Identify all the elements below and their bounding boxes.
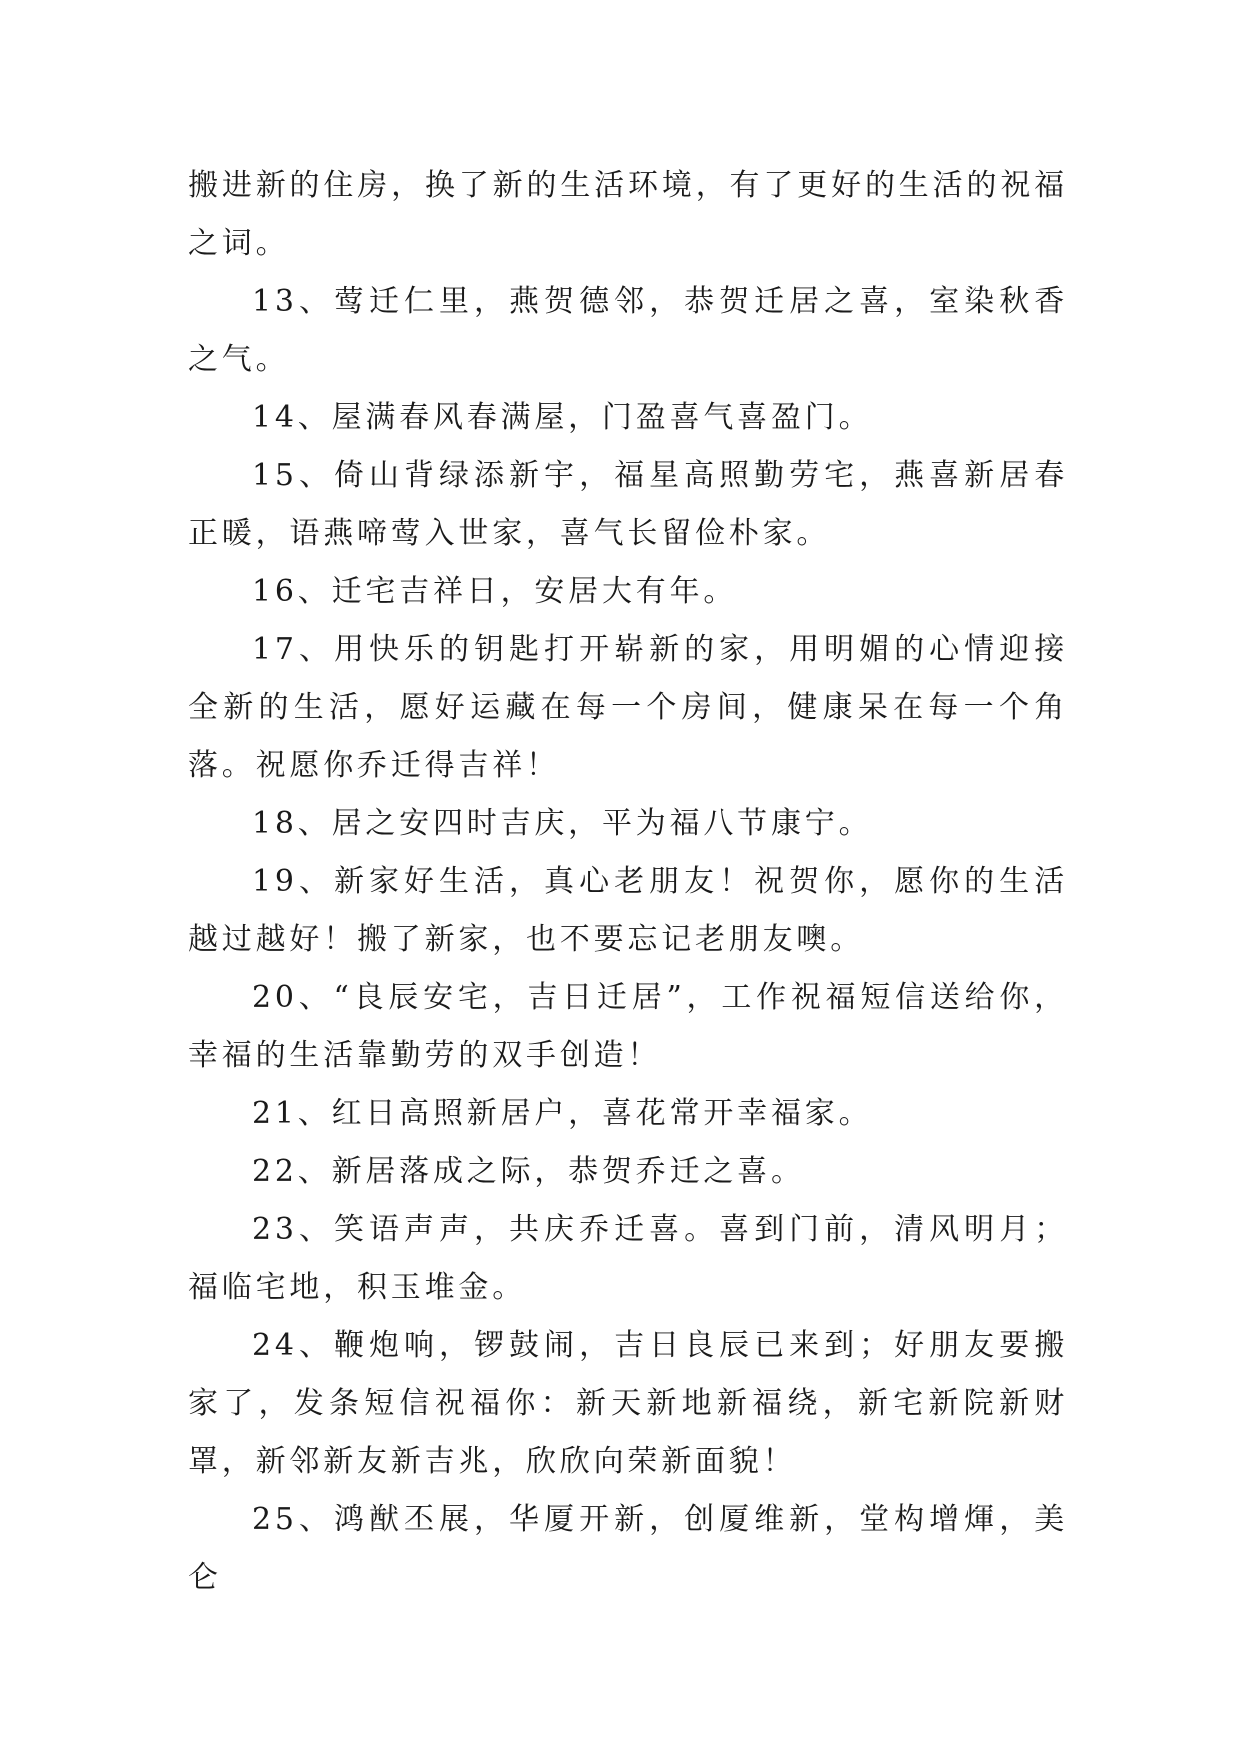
paragraph-item-13: 13、莺迁仁里，燕贺德邻，恭贺迁居之喜，室染秋香之气。 bbox=[188, 284, 1068, 377]
paragraph-item-23: 23、笑语声声，共庆乔迁喜。喜到门前，清风明月；福临宅地，积玉堆金。 bbox=[188, 1212, 1068, 1305]
paragraph-item-24: 24、鞭炮响，锣鼓闹，吉日良辰已来到；好朋友要搬家了，发条短信祝福你：新天新地新福绕，新宅新院新财罩，新邻新友新吉兆，欣欣向荣新面貌！ bbox=[188, 1328, 1068, 1479]
paragraph-item-19: 19、新家好生活，真心老朋友！祝贺你，愿你的生活越过越好！搬了新家，也不要忘记老朋友噢。 bbox=[188, 864, 1068, 957]
paragraph-item-21: 21、红日高照新居户，喜花常开幸福家。 bbox=[252, 1096, 873, 1131]
paragraph-item-16: 16、迁宅吉祥日，安居大有年。 bbox=[252, 574, 738, 609]
paragraph-item-20: 20、“良辰安宅，吉日迁居”，工作祝福短信送给你，幸福的生活靠勤劳的双手创造！ bbox=[188, 980, 1068, 1073]
paragraph-item-25: 25、鸿猷丕展，华厦开新，创厦维新，堂构增煇，美仑 bbox=[188, 1502, 1068, 1595]
paragraph-intro: 搬进新的住房，换了新的生活环境，有了更好的生活的祝福之词。 bbox=[188, 168, 1068, 261]
paragraph-item-15: 15、倚山背绿添新宇，福星高照勤劳宅，燕喜新居春正暖，语燕啼莺入世家，喜气长留俭朴家。 bbox=[188, 458, 1068, 551]
paragraph-item-17: 17、用快乐的钥匙打开崭新的家，用明媚的心情迎接全新的生活，愿好运藏在每一个房间，健康呆在每一个角落。祝愿你乔迁得吉祥！ bbox=[188, 632, 1068, 783]
document-body bbox=[188, 157, 1068, 1607]
paragraph-item-22: 22、新居落成之际，恭贺乔迁之喜。 bbox=[252, 1154, 805, 1189]
paragraph-item-14: 14、屋满春风春满屋，门盈喜气喜盈门。 bbox=[252, 400, 873, 435]
paragraph-item-18: 18、居之安四时吉庆，平为福八节康宁。 bbox=[252, 806, 873, 841]
